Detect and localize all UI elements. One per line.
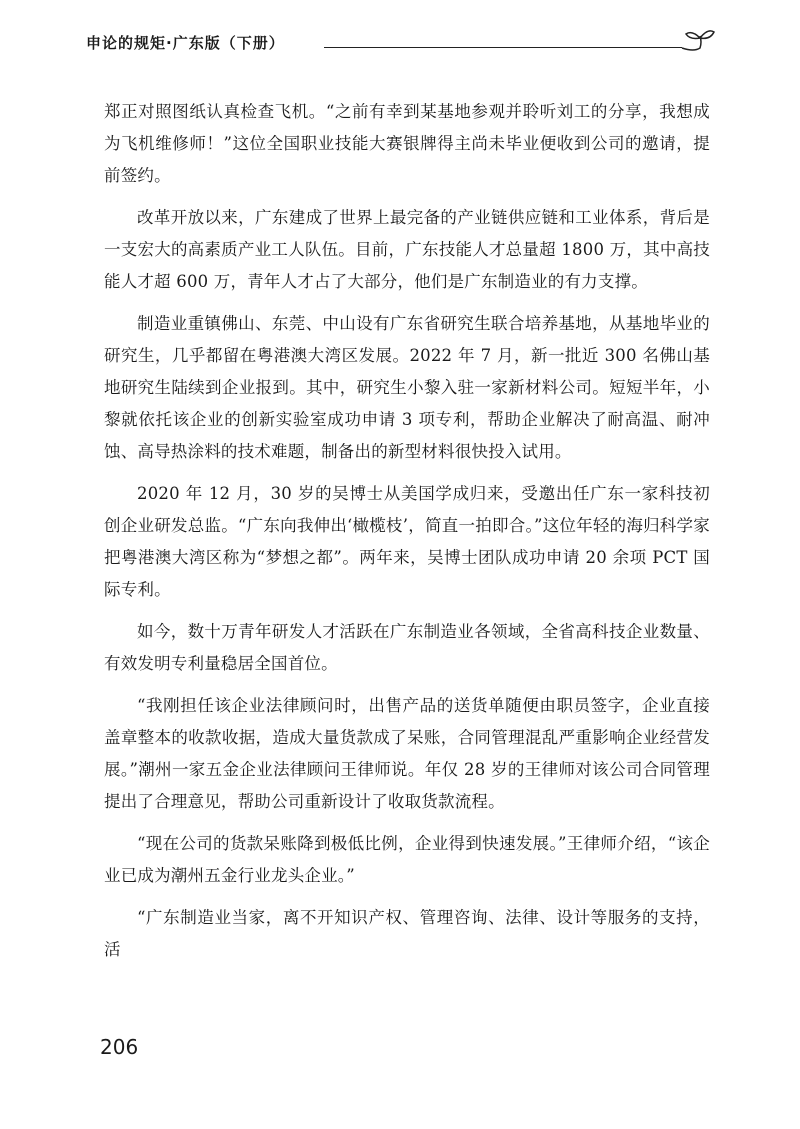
paragraph: 郑正对照图纸认真检查飞机。“之前有幸到某基地参观并聆听刘工的分享，我想成为飞机维修师！”这位全国职业技能大赛银牌得主尚未毕业便收到公司的邀请，提前签约。 [104, 102, 710, 185]
page-header [86, 28, 716, 58]
page-number: 206 [100, 1035, 139, 1059]
paragraph: “我刚担任该企业法律顾问时，出售产品的送货单随便由职员签字，企业直接盖章整本的收款收据，造成大量货款成了呆账，合同管理混乱严重影响企业经营发展。”潮州一家五金企业法律顾问王律师说。年仅 28 岁的王律师对该公司合同管理提出了合理意见，帮助公司重新设计了收取货款流程。 [104, 696, 710, 811]
paragraph: 制造业重镇佛山、东莞、中山设有广东省研究生联合培养基地，从基地毕业的研究生，几乎都留在粤港澳大湾区发展。2022 年 7 月，新一批近 300 名佛山基地研究生陆续到企业报到。其中，研究生小黎入驻一家新材料公司。短短半年，小黎就依托该企业的创新实验室成功申请 3 项专利，帮助企业解决了耐高温、耐冲蚀、高导热涂料的技术难题，制备出的新型材料很快投入试用。 [104, 314, 710, 461]
sprout-icon [680, 28, 716, 54]
paragraph: “广东制造业当家，离不开知识产权、管理咨询、法律、设计等服务的支持，活 [104, 908, 710, 959]
running-head-title: 申论的规矩·广东版（下册） [86, 34, 285, 52]
paragraph: 如今，数十万青年研发人才活跃在广东制造业各领域，全省高科技企业数量、有效发明专利量稳居全国首位。 [104, 622, 710, 673]
paragraph: 2020 年 12 月，30 岁的吴博士从美国学成归来，受邀出任广东一家科技初创企业研发总监。“广东向我伸出‘橄榄枝’，简直一拍即合。”这位年轻的海归科学家把粤港澳大湾区称为“梦想之都”。两年来，吴博士团队成功申请 20 余项 PCT 国际专利。 [104, 484, 710, 599]
header-rule [324, 47, 682, 48]
paragraph: 改革开放以来，广东建成了世界上最完备的产业链供应链和工业体系，背后是一支宏大的高素质产业工人队伍。目前，广东技能人才总量超 1800 万，其中高技能人才超 600 万，青年人才占了大部分，他们是广东制造业的有力支撑。 [104, 208, 710, 291]
body-text [104, 96, 710, 976]
paragraph: “现在公司的货款呆账降到极低比例，企业得到快速发展。”王律师介绍，“该企业已成为潮州五金行业龙头企业。” [104, 834, 710, 885]
